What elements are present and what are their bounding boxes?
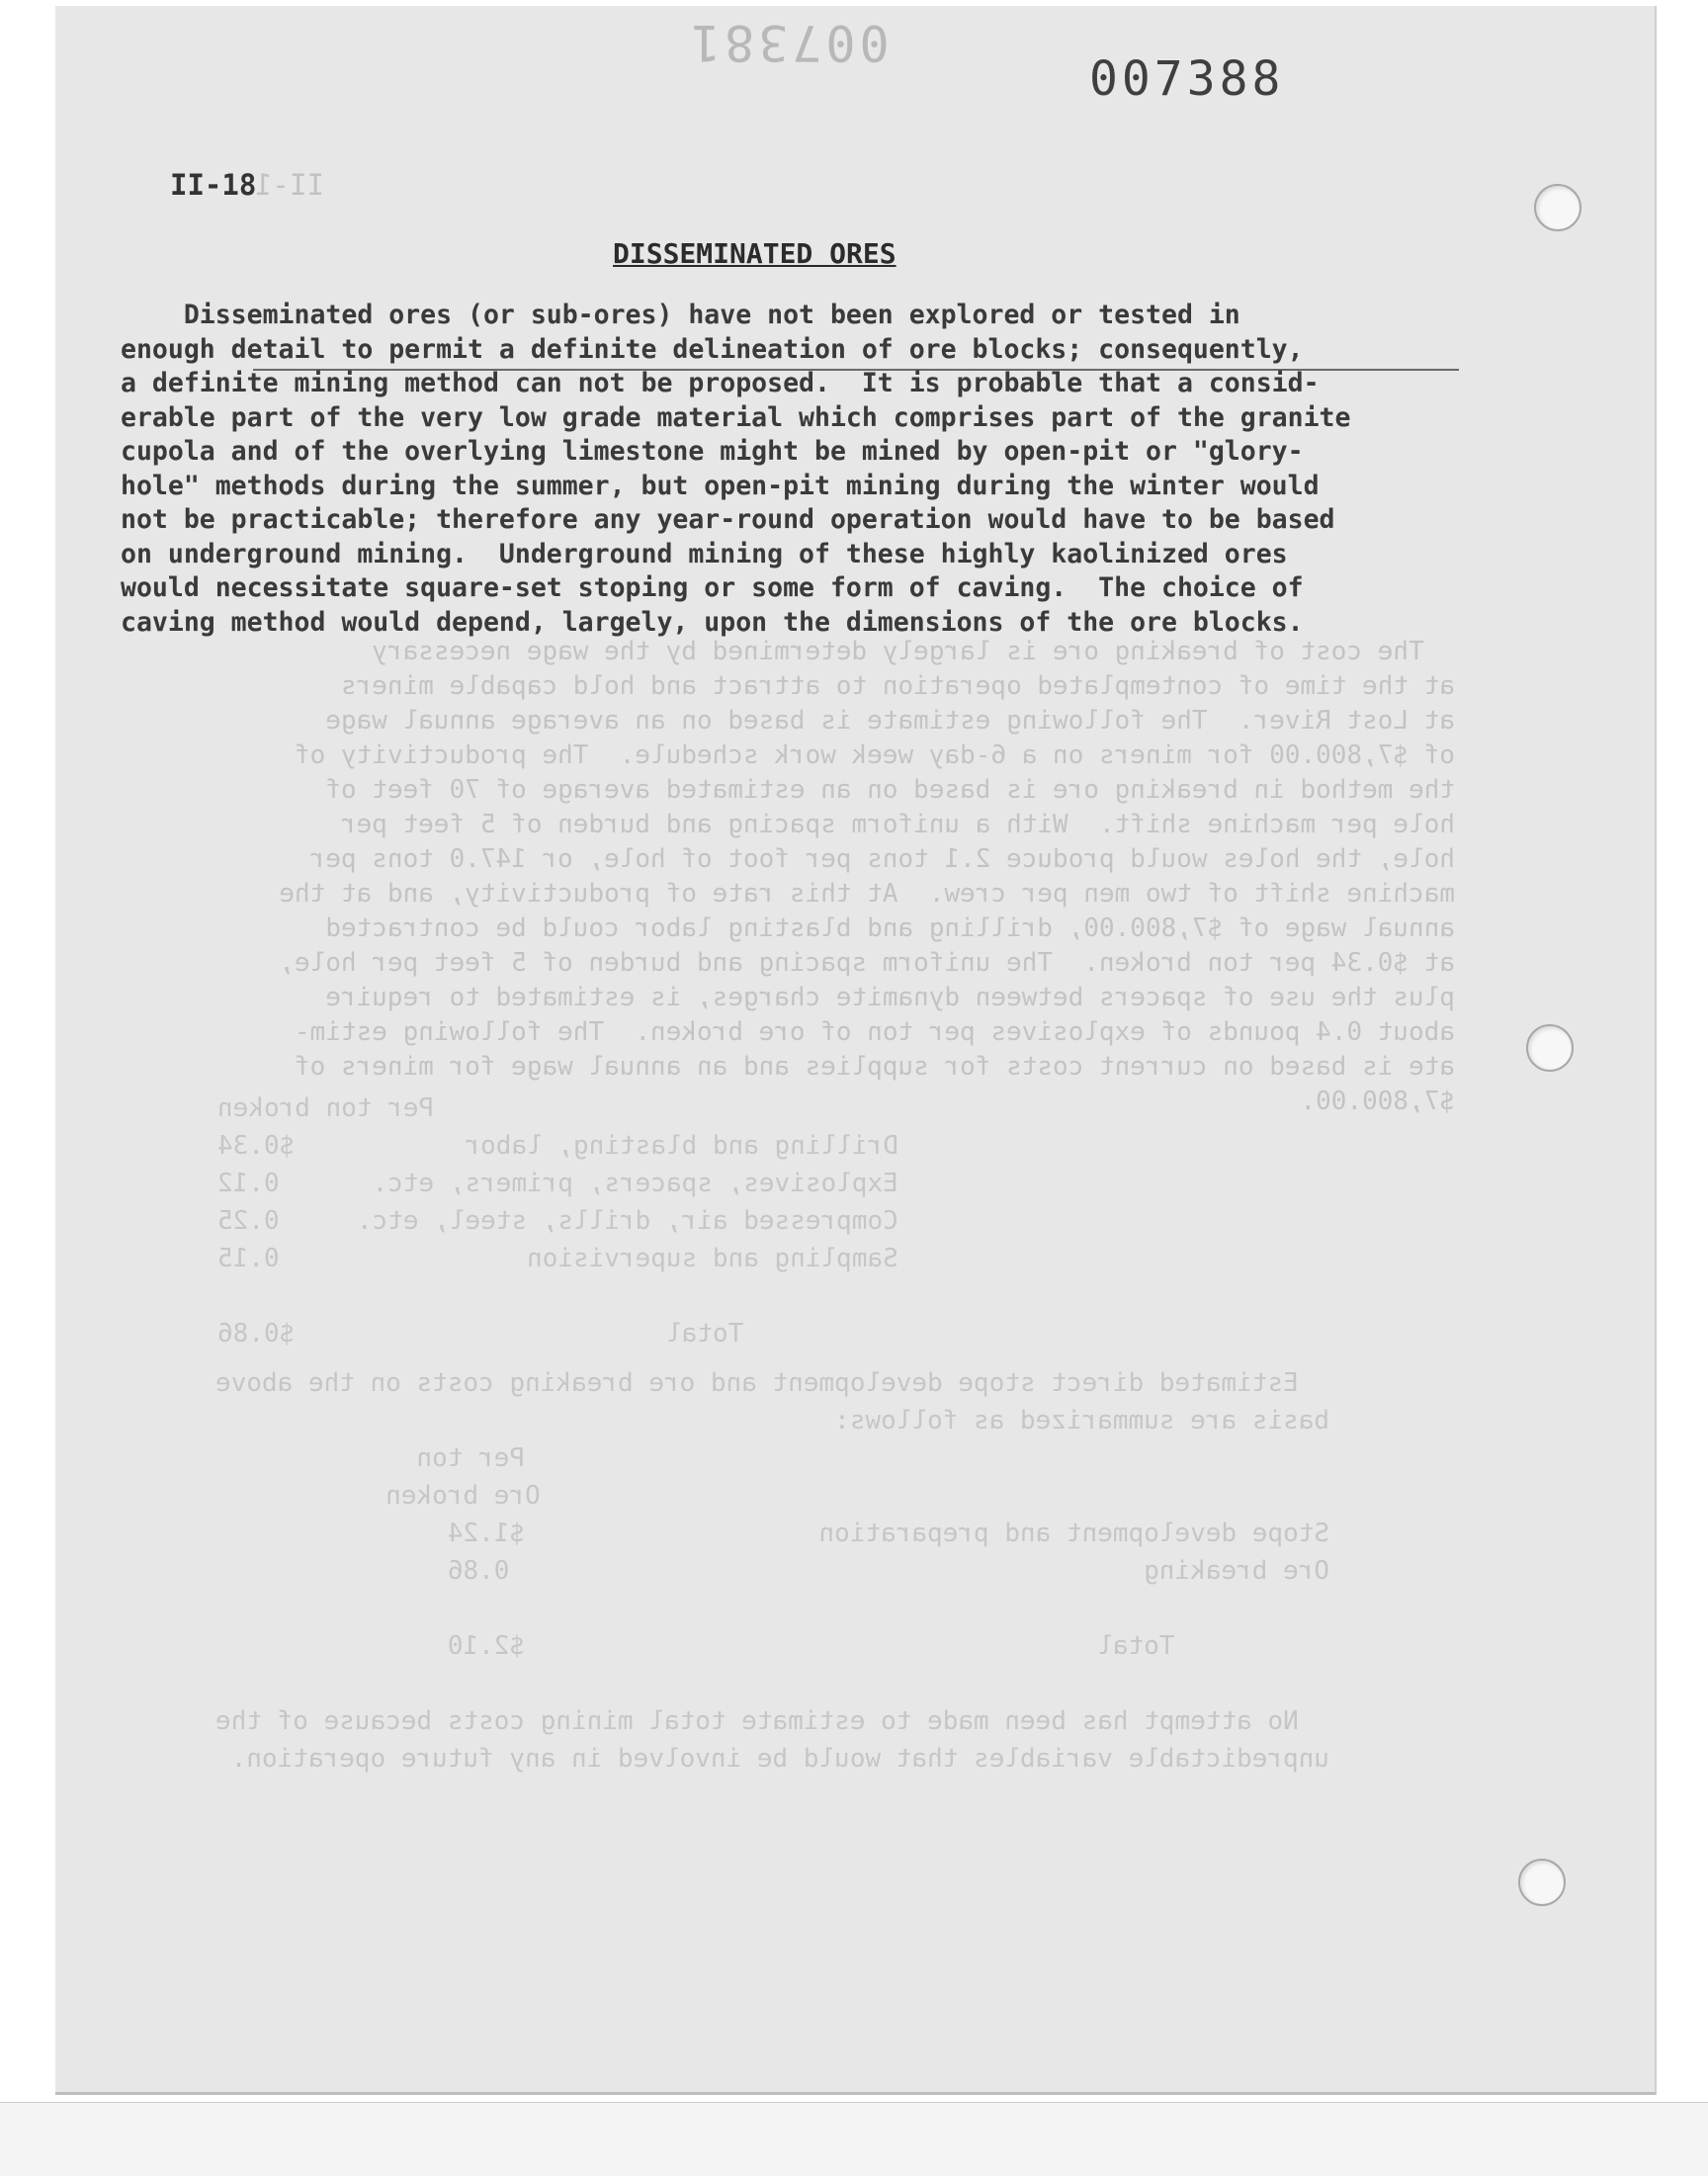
body-paragraph	[121, 299, 1406, 640]
paragraph-line: on underground mining. Underground mining of these highly kaolinized ores	[121, 538, 1288, 569]
paragraph-line: a definite mining method can not be proposed. It is probable that a consid-	[121, 368, 1320, 398]
paragraph-line: hole" methods during the summer, but open-pit mining during the winter would	[121, 470, 1320, 501]
stamp-number: 007388	[1089, 51, 1285, 107]
bleed-through-table-2: Estimated direct stope development and ore breaking costs on the above basis are summarized as follows: Per ton Ore broken Stope development and preparation $1.24 Ore breaking 0.86 Total $2.10 No attempt has been made to estimate total mining costs because of the unpredictable variables that would be involved in any future operation.	[215, 1368, 1330, 1774]
punch-hole-bottom	[1518, 1859, 1566, 1906]
paragraph-line: not be practicable; therefore any year-round operation would have to be based	[121, 504, 1335, 535]
page-number: II-18	[170, 168, 257, 202]
paragraph-line: enough detail to permit a definite delineation of ore blocks; consequently,	[121, 333, 1304, 365]
faded-stamp-number: 007381	[687, 14, 890, 71]
scanner-bed-strip	[0, 2102, 1708, 2176]
bleed-through-text: The cost of breaking ore is largely determined by the wage necessary at the time of contemplated operation to attract and hold capable miners at Lost River. The following estimate is based on an average annual wage of $7,800.00 for miners on a 6-day week work schedule. The productivity of the method in breaking ore is based on an estimated average of 70 feet of hole per machine shift. With a uniform spacing and burden of 5 feet per hole, the holes would produce 2.1 tons per foot of hole, or 147.0 tons per machine shift of two men per crew. At this rate of productivity, and at the annual wage of $7,800.00, drilling and blasting labor could be contracted at $0.34 per ton broken. The uniform spacing and burden of 5 feet per hole, plus the use of spacers between dynamite charges, is estimated to require about 0.4 pounds of explosives per ton of ore broken. The following estim- ate is based on current costs for supplies and an annual wage for miners of $7,800.00.	[279, 637, 1455, 1116]
paragraph-line: caving method would depend, largely, upon the dimensions of the ore blocks.	[121, 606, 1304, 638]
paragraph-line: cupola and of the overlying limestone might be mined by open-pit or "glory-	[121, 436, 1304, 467]
section-heading: DISSEMINATED ORES	[613, 237, 897, 270]
punch-hole-top	[1534, 184, 1581, 231]
page-number-bleed-through: II-1	[255, 168, 324, 202]
bleed-through-table-1: Per ton broken Drilling and blasting, labor $0.34 Explosives, spacers, primers, etc. 0.12 Compressed air, drills, steel, etc. 0.25 Sampling and supervision 0.15 Total $0.86	[217, 1093, 898, 1349]
punch-hole-middle	[1526, 1024, 1574, 1072]
paragraph-line: erable part of the very low grade material which comprises part of the granite	[121, 401, 1351, 433]
paragraph-line: Disseminated ores (or sub-ores) have not been explored or tested in	[121, 300, 1240, 330]
paragraph-line: would necessitate square-set stoping or some form of caving. The choice of	[121, 572, 1304, 603]
